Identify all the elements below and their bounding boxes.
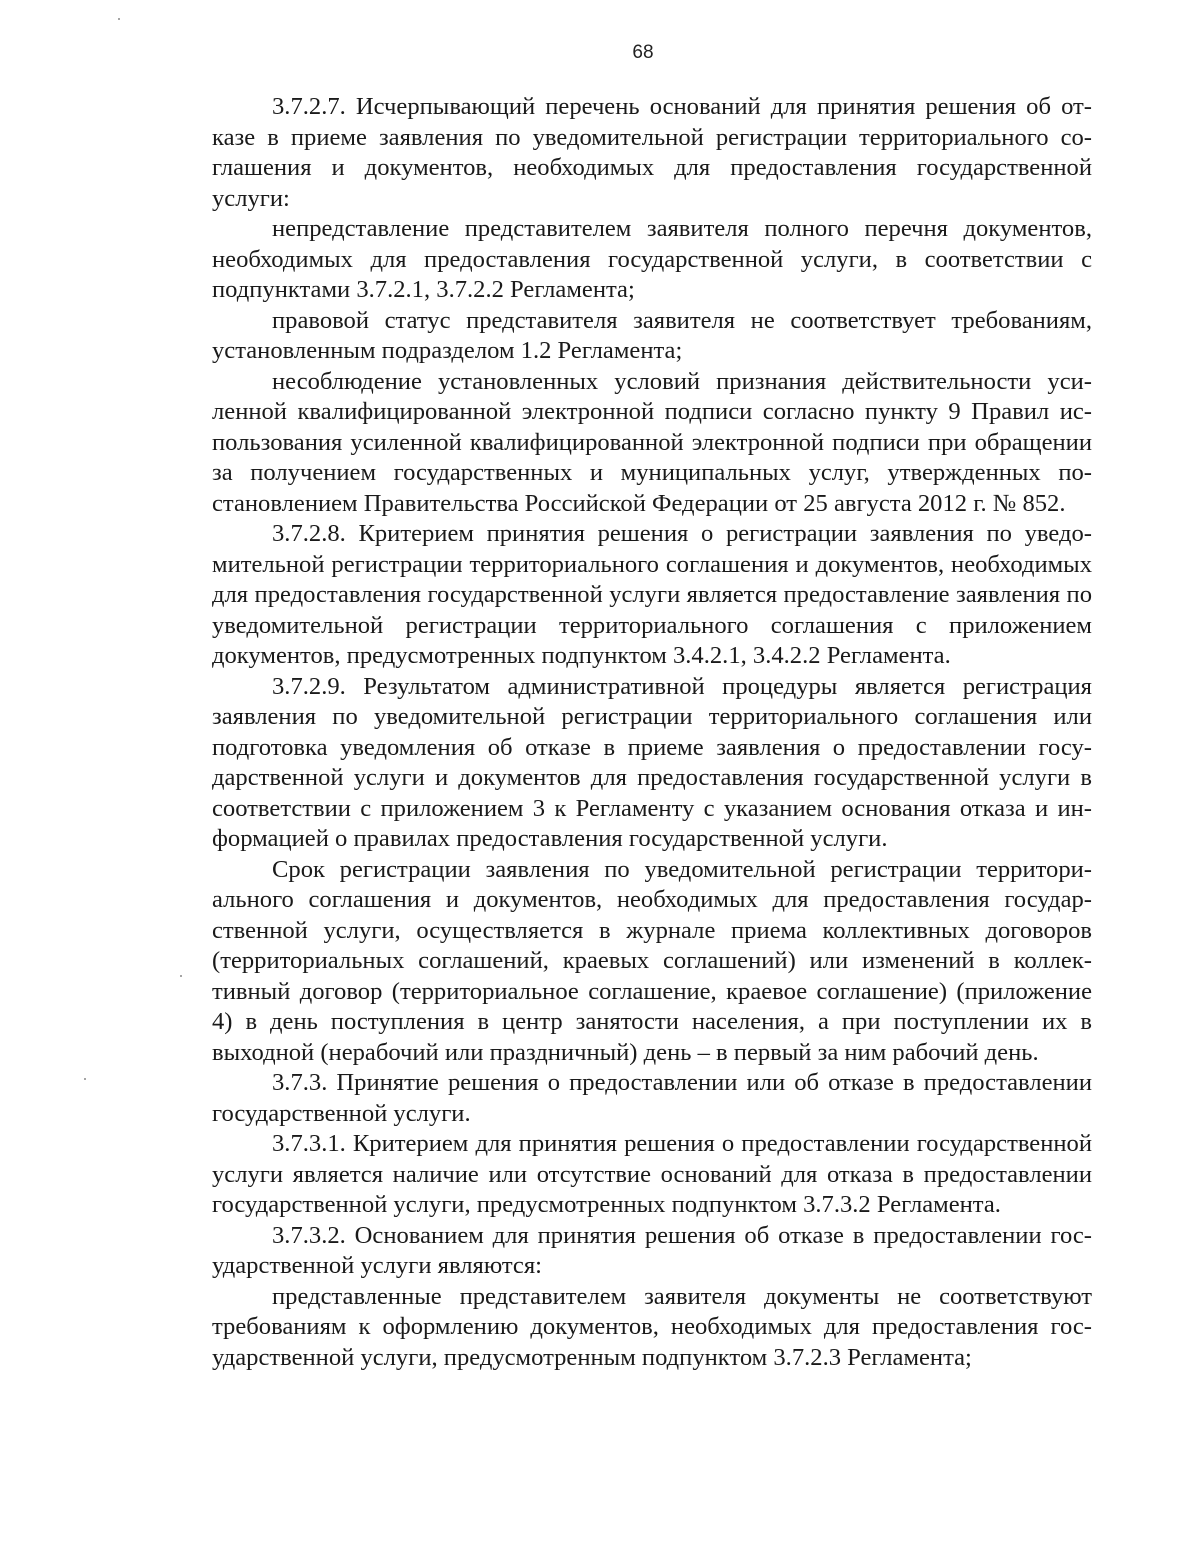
paragraph: 3.7.2.7. Исчерпывающий перечень оснований для принятия решения об отказе в приеме заявления по уведомительной регистрации территориального соглашения и документов, необходимых для предоставления государственной услуги: xyxy=(212,93,1092,212)
page-number: 68 xyxy=(632,42,654,63)
paragraph: непредставление представителем заявителя полного перечня документов, необходимых для предоставления государственной услуги, в соответствии с подпунктами 3.7.2.1, 3.7.2.2 Регламента; xyxy=(212,215,1092,303)
paragraph: 3.7.3.2. Основанием для принятия решения об отказе в предоставлении государственной услуги являются: xyxy=(212,1221,1092,1279)
scan-speck xyxy=(84,1078,86,1080)
body-text xyxy=(212,92,1092,1373)
paragraph: Срок регистрации заявления по уведомительной регистрации территориального соглашения и документов, необходимых для предоставления государственной услуги, осуществляется в журнале приема коллективных договоров (территориальных соглашений, краевых соглашений) или изменений в коллективный договор (территориальное соглашение, краевое соглашение) (приложение 4) в день поступления в центр занятости населения, а при поступлении их в выходной (нерабочий или праздничный) день – в первый за ним рабочий день. xyxy=(212,855,1092,1066)
paragraph: несоблюдение установленных условий признания действительности усиленной квалифицированной электронной подписи согласно пункту 9 Правил использования усиленной квалифицированной электронной подписи при обращении за получением государственных и муниципальных услуг, утвержденных постановлением Правительства Российской Федерации от 25 августа 2012 г. № 852. xyxy=(212,367,1092,517)
paragraph: 3.7.3. Принятие решения о предоставлении или об отказе в предоставлении государственной услуги. xyxy=(212,1069,1092,1127)
paragraph: 3.7.2.9. Результатом административной процедуры является регистрация заявления по уведомительной регистрации территориального соглашения или подготовка уведомления об отказе в приеме заявления о предоставлении государственной услуги и документов для предоставления государственной услуги в соответствии с приложением 3 к Регламенту с указанием основания отказа и информацией о правилах предоставления государственной услуги. xyxy=(212,672,1092,852)
paragraph: представленные представителем заявителя документы не соответствуют требованиям к оформлению документов, необходимых для предоставления государственной услуги, предусмотренным подпунктом 3.7.2.3 Регламента; xyxy=(212,1282,1092,1371)
paragraph: правовой статус представителя заявителя не соответствует требованиям, установленным подразделом 1.2 Регламента; xyxy=(212,306,1092,364)
paragraph: 3.7.2.8. Критерием принятия решения о регистрации заявления по уведомительной регистрации территориального соглашения и документов, необходимых для предоставления государственной услуги является предоставление заявления по уведомительной регистрации территориального соглашения с приложением документов, предусмотренных подпунктом 3.4.2.1, 3.4.2.2 Регламента. xyxy=(212,520,1092,669)
paragraph: 3.7.3.1. Критерием для принятия решения о предоставлении государственной услуги является наличие или отсутствие оснований для отказа в предоставлении государственной услуги, предусмотренных подпунктом 3.7.3.2 Регламента. xyxy=(212,1130,1092,1218)
scan-speck xyxy=(118,18,120,20)
scan-speck xyxy=(180,975,182,977)
